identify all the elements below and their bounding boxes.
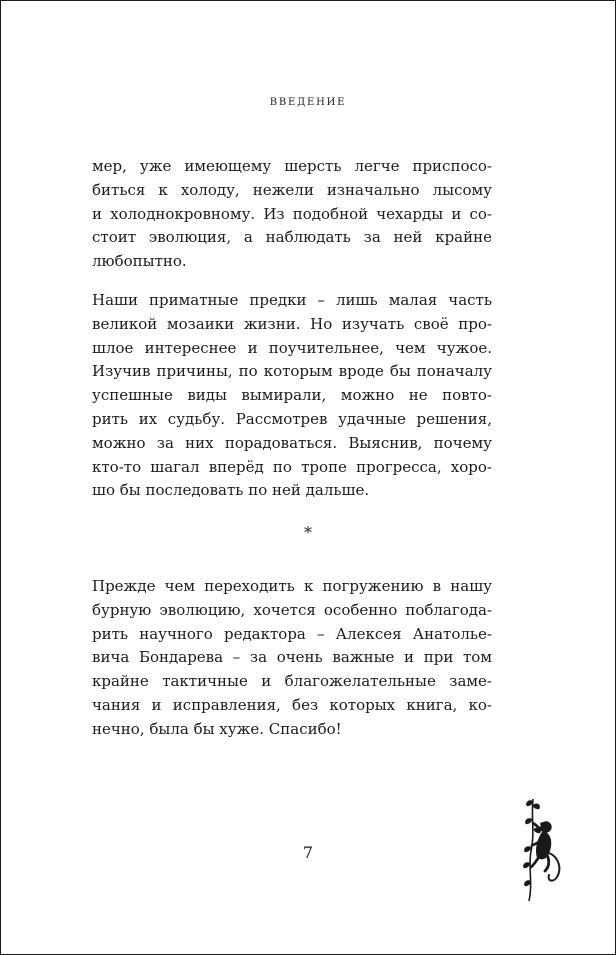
section-separator: *: [304, 523, 312, 542]
paragraph-3: [92, 575, 492, 742]
monkey-climbing-vine-icon: [509, 797, 565, 903]
text-line: шлое интереснее и поучительнее, чем чужое.: [92, 338, 492, 357]
text-line: Наши приматные предки – лишь малая часть: [92, 291, 492, 309]
text-line: нечно, была бы хуже. Спасибо!: [92, 719, 342, 738]
text-line: любопытно.: [92, 252, 187, 271]
text-line: бурную эволюцию, хочется особенно поблагода-: [92, 600, 492, 619]
text-line: шо бы последовать по ней дальше.: [92, 481, 370, 500]
text-line: вича Бондарева – за очень важные и при том: [92, 648, 492, 667]
text-line: биться к холоду, нежели изначально лысому: [92, 180, 492, 199]
text-line: чания и исправления, без которых книга, ко-: [92, 695, 492, 714]
text-line: великой мозаики жизни. Но изучать своё про-: [92, 314, 492, 333]
text-line: успешные виды вымирали, можно не повто-: [92, 386, 492, 405]
paragraph-2: [92, 289, 492, 503]
text-line: кто-то шагал вперёд по тропе прогресса, хоро-: [92, 457, 492, 476]
text-line: можно за них порадоваться. Выяснив, почему: [92, 433, 492, 452]
text-line: и холоднокровному. Из подобной чехарды и со-: [92, 204, 492, 223]
paragraph-1: [92, 155, 492, 274]
text-line: Прежде чем переходить к погружению в нашу: [92, 577, 492, 595]
text-line: мер, уже имеющему шерсть легче приспосо-: [92, 157, 492, 175]
text-line: рить научного редактора – Алексея Анатолье-: [92, 624, 492, 643]
page-number: 7: [302, 843, 314, 862]
text-line: рить их судьбу. Рассмотрев удачные решения,: [92, 409, 492, 428]
text-line: крайне тактичные и благожелательные заме-: [92, 672, 492, 691]
running-head: ВВЕДЕНИЕ: [269, 97, 347, 108]
text-line: Изучив причины, по которым вроде бы поначалу: [92, 362, 492, 381]
text-line: стоит эволюция, а наблюдать за ней крайне: [92, 228, 492, 247]
